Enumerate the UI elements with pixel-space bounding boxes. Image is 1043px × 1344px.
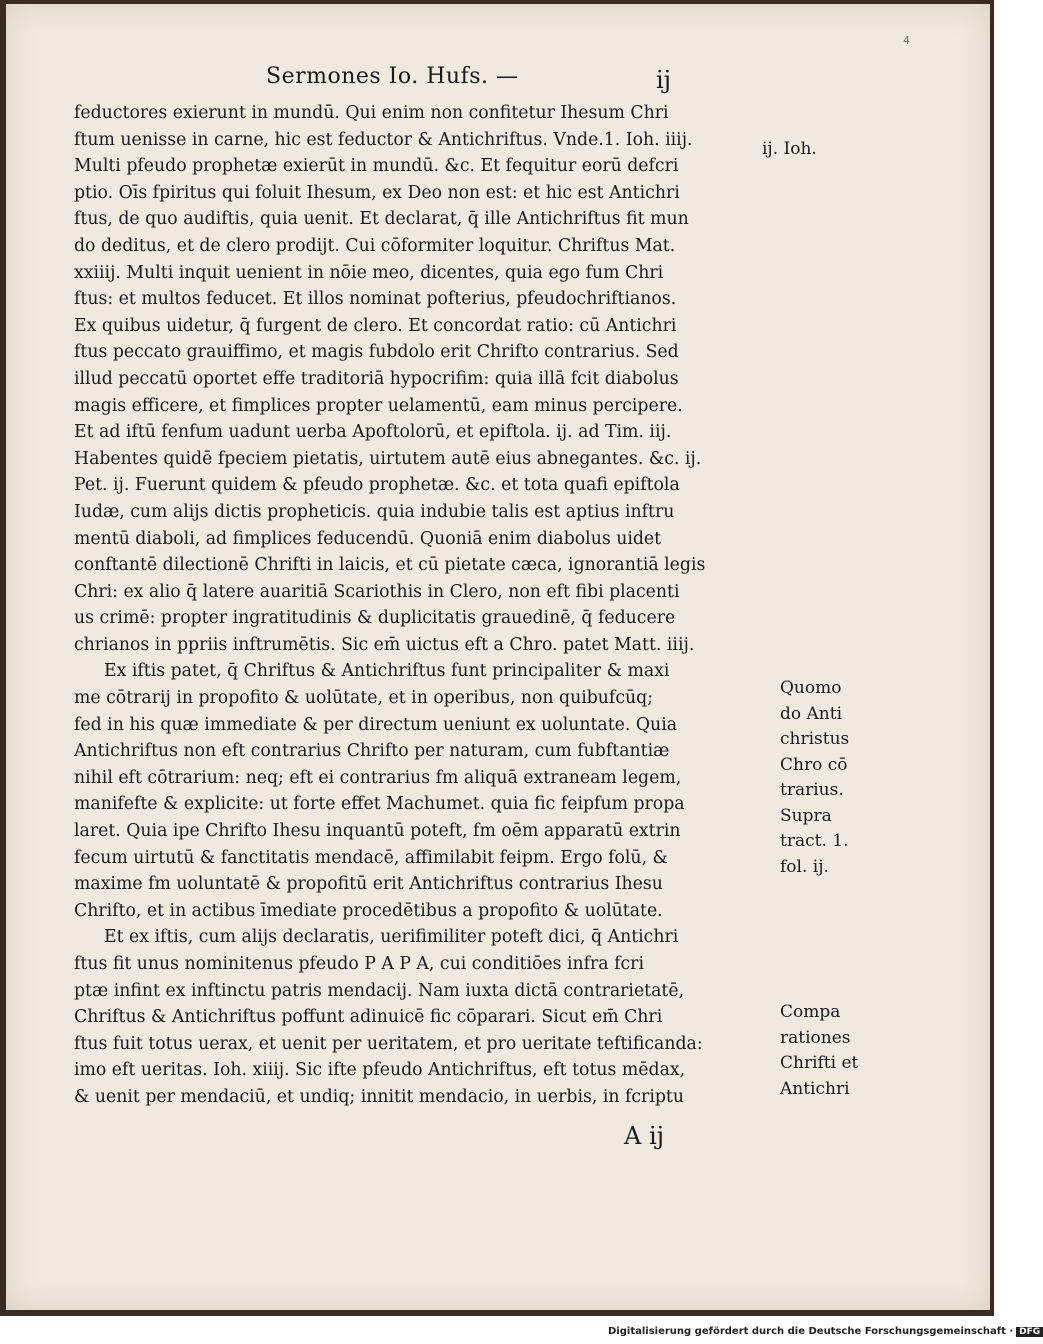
margin-note-line: Compa [780, 1002, 841, 1022]
text-line: ftus fit unus nominitenus pfeudo P A P A, cui conditiōes infra fcri [74, 954, 644, 974]
text-line: do deditus, et de clero prodijt. Cui cōformiter loquitur. Chriftus Mat. [74, 235, 676, 256]
text-line: Ex iftis patet, q̄ Chriftus & Antichriftus funt principaliter & maxi [104, 661, 670, 682]
text-line: xxiiij. Multi inquit uenient in nōie meo, dicentes, quia ego fum Chri [74, 262, 664, 283]
text-line: nihil eft cōtrarium: neq; eft ei contrarius fm aliquā extraneam legem, [74, 767, 682, 788]
text-line: Pet. ij. Fuerunt quidem & pfeudo prophetæ. &c. et tota quafi epiftola [74, 475, 680, 496]
text-line: Habentes quidē fpeciem pietatis, uirtutem autē eius abnegantes. &c. ij. [74, 448, 702, 469]
text-line: fed in his quæ immediate & per directum ueniunt ex uoluntate. Quia [74, 714, 678, 735]
text-line: ftus fuit totus uerax, et uenit per ueritatem, et pro ueritate teftificanda: [74, 1033, 703, 1054]
margin-note-line: rationes [780, 1027, 851, 1048]
text-line: ftus: et multos feducet. Et illos nominat pofterius, pfeudochriftianos. [74, 289, 677, 310]
text-line: Chriftus & Antichriftus poffunt adinuicē fic cōparari. Sicut em̄ Chri [74, 1007, 663, 1028]
text-line: fecum uirtutū & fanctitatis mendacē, affimilabit feipm. Ergo folū, & [74, 847, 668, 868]
margin-note-line: Chrifti et [780, 1053, 859, 1073]
text-line: me cōtrarij in propofito & uolūtate, et in operibus, non quibufcūq; [74, 688, 654, 709]
margin-note-line: Chro cō [780, 754, 848, 775]
main-text-block [74, 100, 774, 1111]
footer-credit [608, 1326, 1043, 1337]
text-line: ftum uenisse in carne, hic est feductor & Antichriftus. Vnde.1. Ioh. iiij. [74, 129, 693, 150]
margin-note-line: ij. Ioh. [762, 139, 817, 159]
margin-note-reference [762, 137, 817, 163]
signature-mark: A ij [624, 1122, 665, 1150]
text-line: ptio. Oīs fpiritus qui foluit Ihesum, ex Deo non est: et hic est Antichri [74, 182, 680, 203]
text-line: illud peccatū oportet effe traditoriā hypocrifim: quia illā fcit diabolus [74, 368, 679, 389]
footer-text: Digitalisierung gefördert durch die Deutsche Forschungsgemeinschaft · [608, 1326, 1014, 1337]
text-line: ftus peccato grauiffimo, et magis fubdolo erit Chrifto contrarius. Sed [74, 342, 679, 363]
text-line: chrianos in ppriis inftrumētis. Sic em̄ uictus eft a Chro. patet Matt. iiij. [74, 634, 695, 655]
text-line: laret. Quia ipe Chrifto Ihesu inquantū poteft, fm oēm apparatū extrin [74, 821, 681, 842]
text-line: conftantē dilectionē Chrifti in laicis, et cū pietate cæca, ignorantiā legis [74, 555, 706, 576]
margin-note-line: Antichri [780, 1078, 850, 1099]
text-line: Ex quibus uidetur, q̄ furgent de clero. Et concordat ratio: cū Antichri [74, 315, 677, 336]
text-line: feductores exierunt in mundū. Qui enim non confitetur Ihesum Chri [74, 103, 669, 123]
margin-note-comparationes [780, 1000, 858, 1102]
page-mark: 4 [903, 34, 910, 47]
text-line: mentū diaboli, ad fimplices feducendū. Quoniā enim diabolus uidet [74, 528, 662, 549]
book-page [6, 4, 990, 1310]
text-line: Chrifto, et in actibus īmediate procedētibus a propofito & uolūtate. [74, 900, 663, 921]
text-line: maxime fm uoluntatē & propofitū erit Antichriftus contrarius Ihesu [74, 874, 663, 895]
margin-note-line: Supra [780, 805, 832, 826]
text-line: manifefte & explicite: ut forte effet Machumet. quia fic feipfum propa [74, 794, 685, 815]
dfg-logo: DFG [1016, 1327, 1043, 1337]
text-line: Antichriftus non eft contrarius Chrifto per naturam, cum fubftantiæ [74, 741, 670, 762]
folio-number: ij [656, 66, 672, 94]
text-line: ftus, de quo audiftis, quia uenit. Et declarat, q̄ ille Antichriftus fit mun [74, 209, 689, 230]
text-line: Multi pfeudo prophetæ exierūt in mundū. &c. Et fequitur eorū defcri [74, 156, 679, 177]
text-line: magis efficere, et fimplices propter uelamentū, eam minus percipere. [74, 395, 683, 416]
margin-note-line: do Anti [780, 703, 843, 724]
margin-note-line: Quomo [780, 678, 842, 698]
text-line: Et ad iftū fenfum uadunt uerba Apoftolorū, et epiftola. ij. ad Tim. iij. [74, 422, 672, 443]
text-line: us crimē: propter ingratitudinis & duplicitatis grauedinē, q̄ feducere [74, 608, 676, 629]
margin-note-line: tract. 1. [780, 831, 849, 851]
text-line: & uenit per mendaciū, et undiq; innitit mendacio, in uerbis, in fcriptu [74, 1086, 684, 1107]
margin-note-line: fol. ij. [780, 856, 829, 877]
margin-note-quomodo [780, 676, 849, 880]
text-line: Iudæ, cum alijs dictis propheticis. quia indubie talis est aptius inftru [74, 501, 675, 522]
text-line: ptæ infint ex inftinctu patris mendacij. Nam iuxta dictā contrarietatē, [74, 980, 685, 1001]
text-line: imo eft ueritas. Ioh. xiiij. Sic ifte pfeudo Antichriftus, eft totus mēdax, [74, 1060, 686, 1081]
text-line: Chri: ex alio q̄ latere auaritiā Scariothis in Clero, non eft fibi placenti [74, 581, 680, 602]
margin-note-line: trarius. [780, 780, 844, 800]
margin-note-line: christus [780, 729, 850, 749]
text-line: Et ex iftis, cum alijs declaratis, uerifimiliter poteft dici, q̄ Antichri [104, 927, 679, 948]
running-head: Sermones Io. Hufs. — [266, 64, 519, 89]
